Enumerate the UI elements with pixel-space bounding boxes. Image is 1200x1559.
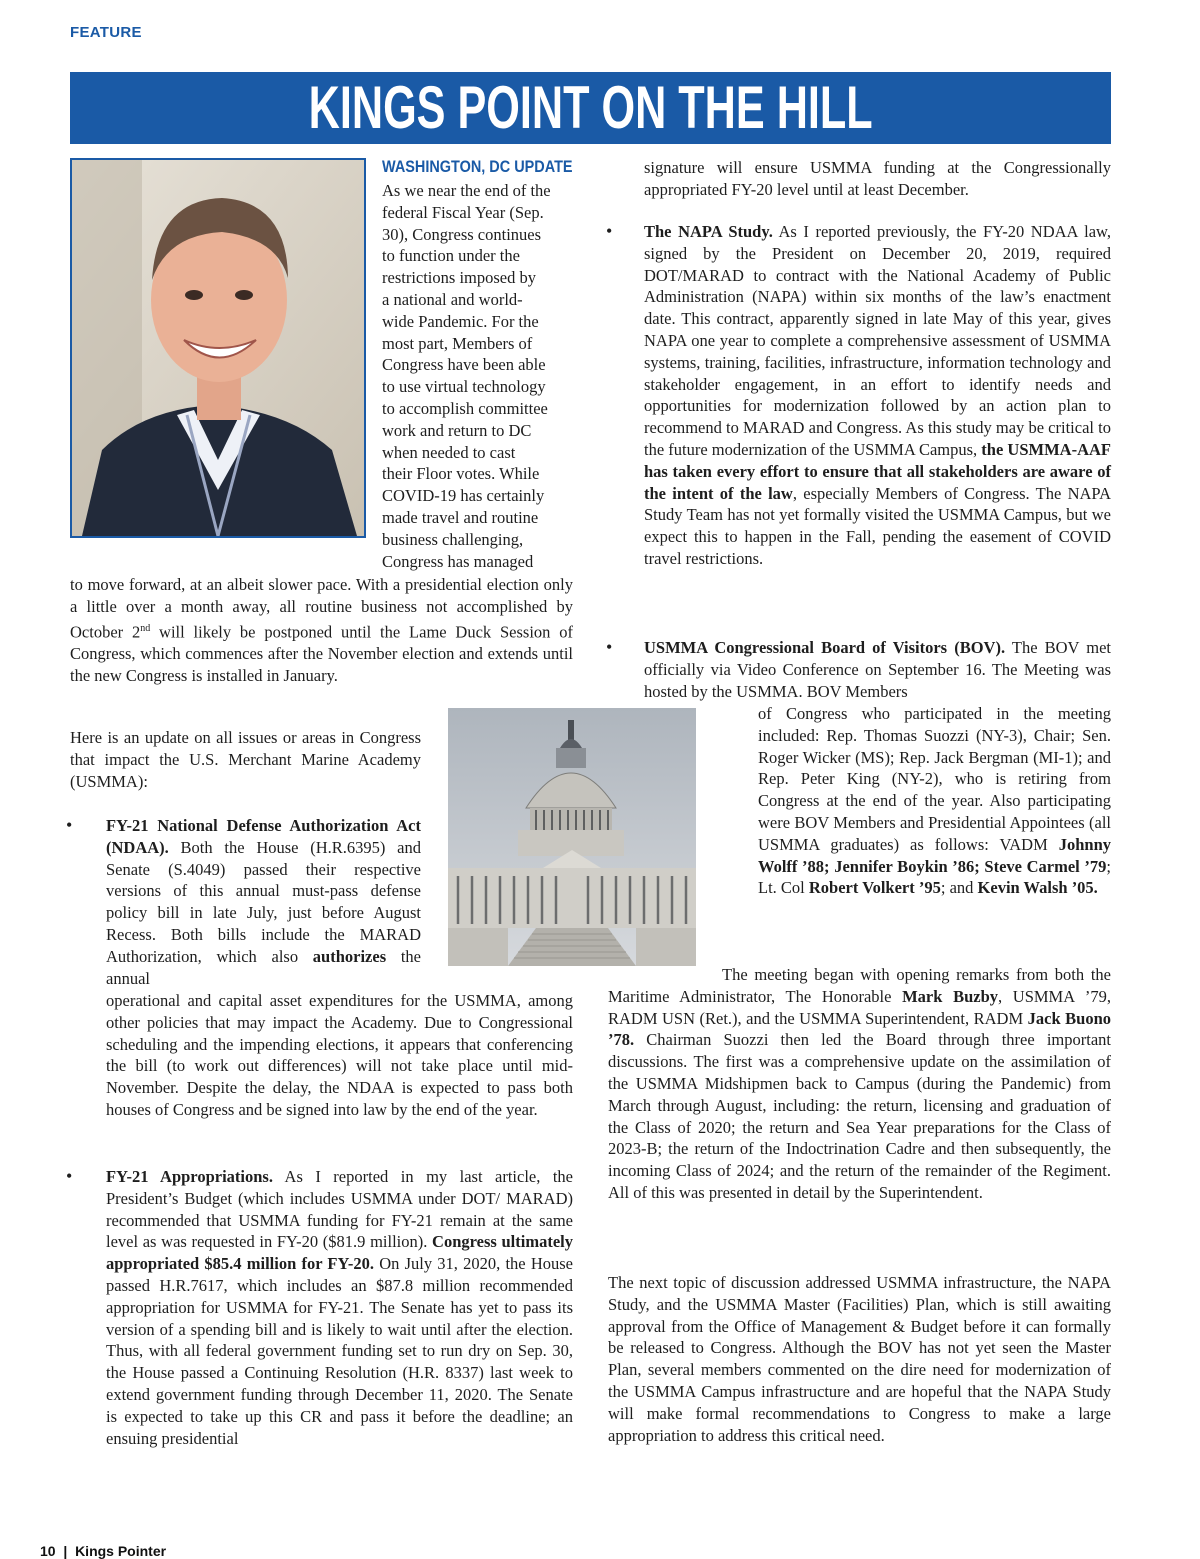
- intro-line: most part, Members of: [382, 333, 533, 353]
- intro-line: their Floor votes. While: [382, 464, 540, 484]
- intro-line: to function under the: [382, 246, 520, 266]
- intro-paragraph-wrapped: [382, 180, 574, 572]
- bov-text-3: ; Lt. Col: [758, 856, 1111, 898]
- intro-line: As we near the end of the: [382, 181, 551, 200]
- portrait-illustration: [72, 160, 364, 536]
- bov-graduate-name-2: Robert Volkert ’95: [808, 878, 941, 898]
- napa-text-2: , especially Members of Congress. The NAPA Study Team has not yet formally visited the USMMA Campus, but we expect this to happen in the Fall, pending the easement of COVID travel restrictions.: [644, 483, 1111, 568]
- bov-paragraph: [644, 637, 1111, 702]
- ndaa-paragraph: [106, 815, 421, 989]
- intro-line: a national and world-: [382, 289, 523, 309]
- intro-cont-text-2: will likely be postponed until the Lame Duck Session of Congress, which commences after the November election and extends until the new Congress is installed in January.: [70, 622, 573, 685]
- meeting-text-2: , USMMA ’79, RADM USN (Ret.), and the USMMA Superintendent, RADM: [608, 986, 1111, 1028]
- napa-heading: The NAPA Study.: [644, 222, 773, 241]
- section-label: FEATURE: [70, 24, 142, 41]
- bov-paragraph-continued: [758, 703, 1111, 899]
- meeting-name-1: Mark Buzby: [902, 986, 999, 1006]
- bov-heading: USMMA Congressional Board of Visitors (BOV).: [644, 638, 1006, 657]
- intro-line: federal Fiscal Year (Sep.: [382, 202, 544, 222]
- intro-line: Congress has managed: [382, 551, 534, 571]
- napa-text: As I reported previously, the FY-20 NDAA law, signed by the President on December 20, 2019, required DOT/MARAD to contract with the National Academy of Public Administration (NAPA) within six months of the law’s enactment date. This contract, apparently signed in late May of this year, gives NAPA one year to complete a comprehensive assessment of USMMA systems, training, facilities, infrastructure, information technology and stakeholder engagement, in an effort to identify needs and opportunities for modernization followed by an action plan to recommend to MARAD and Congress. As this study may be critical to the future modernization of the USMMA Campus,: [644, 222, 1112, 459]
- intro-line: COVID-19 has certainly: [382, 486, 545, 506]
- bov-graduate-names: Johnny Wolff ’88; Jennifer Boykin ’86; Steve Carmel ’79: [758, 834, 1111, 876]
- ndaa-paragraph-continued: operational and capital asset expenditures for the USMMA, among other policies that may impact the Academy. Due to Congressional scheduling and the impending elections, it appears that conferencing the bill (to work out differences) will not take place until mid-November. Despite the delay, the NDAA is expected to pass both houses of Congress and be signed into law by the end of the year.: [106, 991, 573, 1119]
- bov-text-4: ; and: [940, 878, 978, 898]
- footer-separator: |: [63, 1543, 68, 1559]
- meeting-text: The meeting began with opening remarks from both the Maritime Administrator, The Honorable: [608, 965, 1111, 1006]
- napa-paragraph: [644, 221, 1111, 570]
- intro-line: restrictions imposed by: [382, 268, 536, 288]
- intro-paragraph-continued: [70, 574, 573, 686]
- napa-bold: the USMMA-AAF has taken every effort to ensure that all stakeholders are aware of the intent of the law: [644, 439, 1111, 503]
- ndaa-heading: FY-21 National Defense Authorization Act (NDAA).: [106, 816, 421, 857]
- bullet-marker: •: [66, 815, 73, 835]
- title-banner: [70, 72, 1111, 144]
- meeting-name-2: Jack Buono ’78.: [608, 1008, 1112, 1050]
- page-number: 10: [40, 1543, 56, 1559]
- meeting-paragraph: [608, 964, 1111, 1204]
- appropriations-text: As I reported in my last article, the President’s Budget (which includes USMMA under DOT/ MARAD) recommended that USMMA funding for FY-21 remain at the same level as was requested in FY-20 ($81.9 million).: [106, 1167, 573, 1252]
- ndaa-bold-word: authorizes: [312, 946, 387, 966]
- intro-line: 30), Congress continues: [382, 224, 542, 244]
- bov-graduate-name-3: Kevin Walsh ’05.: [977, 878, 1098, 898]
- meeting-text-3: Chairman Suozzi then led the Board through three important discussions. The first was a comprehensive update on the assimilation of the USMMA Midshipmen back to Campus (during the Pandemic) from March through August, including: the return, licensing and graduation of the Class of 2020; the return and Sea Year preparations for the Class of 2023-B; the return of the Indoctrination Cadre and then subsequently, the incoming Class of 2024; and the return of the remainder of the Regiment. All of this was presented in detail by the Superintendent.: [608, 1030, 1111, 1202]
- bullet-marker: •: [606, 637, 613, 657]
- publication-name: Kings Pointer: [75, 1543, 167, 1559]
- intro-line: to use virtual technology: [382, 377, 546, 397]
- update-intro-paragraph: Here is an update on all issues or areas in Congress that impact the U.S. Merchant Marine Academy (USMMA):: [70, 728, 421, 791]
- page-title: KINGS POINT ON THE HILL: [308, 74, 873, 141]
- intro-line: Congress have been able: [382, 355, 546, 375]
- capitol-illustration: [448, 708, 696, 966]
- bullet-marker: •: [606, 221, 613, 241]
- intro-line: when needed to cast: [382, 442, 516, 462]
- ndaa-text: Both the House (H.R.6395) and Senate (S.4049) passed their respective versions of this annual must-pass defense policy bill in late July, just before August Recess. Both bills include the MARAD Authorization, which also: [106, 837, 421, 966]
- capitol-photo: [448, 708, 696, 966]
- intro-line: to accomplish committee: [382, 398, 548, 418]
- appropriations-text-2: On July 31, 2020, the House passed H.R.7617, which includes an $87.8 million recommended appropriation for USMMA for FY-21. The Senate has yet to pass its version of a spending bill and is likely to wait until after the election. Thus, with all federal government funding set to run dry on Sep. 30, the House passed a Continuing Resolution (H.R. 8337) last week to extend government funding through December 11, 2020. The Senate is expected to take up this CR and pass it before the deadline; an ensuing presidential: [106, 1254, 573, 1448]
- page-footer: [40, 1543, 166, 1559]
- next-topic-paragraph: The next topic of discussion addressed USMMA infrastructure, the NAPA Study, and the USMMA Master (Facilities) Plan, which is still awaiting approval from the Office of Management & Budget before it can formally be released to Congress. Although the BOV has not yet seen the Master Plan, several members commented on the dire need for modernization of the USMMA Campus infrastructure and are hopeful that the NAPA Study will make formal recommendations to Congress to make a large appropriation to address this critical need.: [608, 1273, 1111, 1445]
- appropriations-paragraph-continued: signature will ensure USMMA funding at the Congressionally appropriated FY-20 level until at least December.: [644, 158, 1111, 199]
- bullet-marker: •: [66, 1166, 73, 1186]
- appropriations-heading: FY-21 Appropriations.: [106, 1167, 273, 1186]
- author-photo: [70, 158, 366, 538]
- intro-line: work and return to DC: [382, 420, 532, 440]
- intro-line: business challenging,: [382, 529, 524, 549]
- intro-line: made travel and routine: [382, 507, 539, 527]
- article-subhead: WASHINGTON, DC UPDATE: [382, 157, 573, 176]
- bov-members-text: of Congress who participated in the meeting included: Rep. Thomas Suozzi (NY-3), Chair; Sen. Roger Wicker (MS); Rep. Jack Bergman (MI-1); and Rep. Peter King (NY-2), who is retiring from Congress at the end of the year. Also participating were BOV Members and Presidential Appointees (all USMMA graduates) as follows: VADM: [758, 704, 1111, 854]
- ndaa-text-2: the annual: [106, 946, 421, 988]
- ordinal-superscript: nd: [140, 622, 151, 634]
- intro-cont-text: to move forward, at an albeit slower pace. With a presidential election only a little over a month away, all routine business not accomplished by October 2: [70, 575, 573, 642]
- appropriations-paragraph: [106, 1166, 573, 1449]
- intro-line: wide Pandemic. For the: [382, 311, 539, 331]
- bov-text: The BOV met officially via Video Conference on September 16. The Meeting was hosted by the USMMA. BOV Members: [644, 638, 1112, 701]
- appropriations-bold: Congress ultimately appropriated $85.4 million for FY-20.: [106, 1232, 573, 1274]
